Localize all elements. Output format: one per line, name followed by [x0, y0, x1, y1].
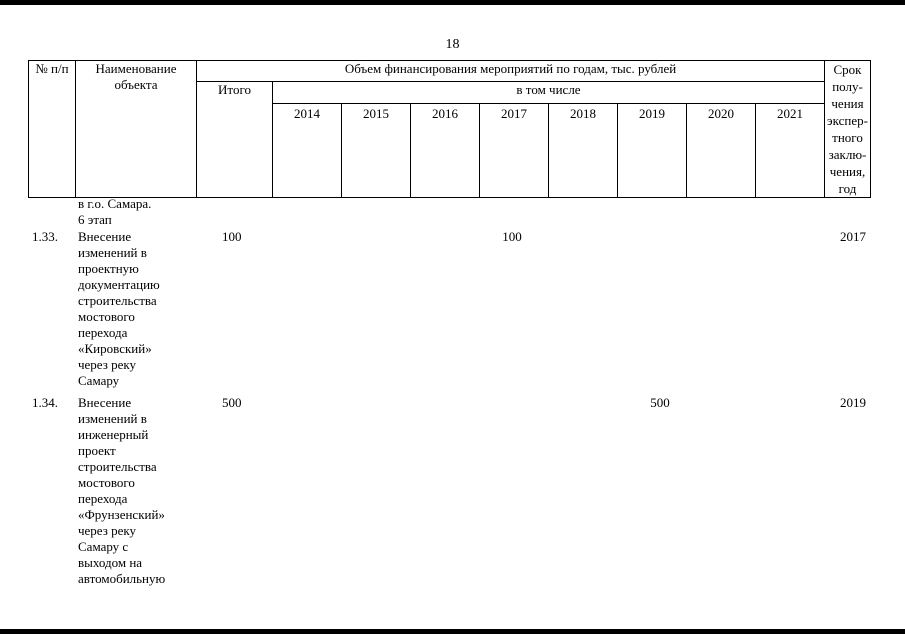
header-including: в том числе [273, 82, 825, 104]
name-line: строительства [78, 459, 157, 474]
name-line: через реку [78, 357, 137, 372]
row-deadline: 2017 [840, 229, 866, 244]
name-line: Внесение [78, 395, 132, 410]
row-year-value: 100 [502, 229, 522, 244]
header-year-2021: 2021 [756, 104, 825, 198]
name-line: Внесение [78, 229, 132, 244]
name-line: проект [78, 443, 116, 458]
name-line: Самару с [78, 539, 129, 554]
name-line: строительства [78, 293, 157, 308]
header-total: Итого [197, 82, 273, 198]
row-name [78, 395, 198, 587]
header-name: Наименование объекта [76, 61, 197, 198]
table-header [28, 60, 871, 198]
header-year-2016: 2016 [411, 104, 480, 198]
header-year-2015: 2015 [342, 104, 411, 198]
name-line: перехода [78, 325, 128, 340]
bottom-border-bar [0, 629, 905, 634]
name-line: мостового [78, 309, 135, 324]
header-deadline: Срок полу-чения экспер-тного заклю-чения, год [825, 61, 871, 198]
name-line: Самару [78, 373, 120, 388]
name-line: автомобильную [78, 571, 166, 586]
name-line: через реку [78, 523, 137, 538]
row-name [78, 229, 198, 389]
name-line: инженерный [78, 427, 149, 442]
name-line: изменений в [78, 245, 147, 260]
page-number: 18 [445, 37, 460, 52]
name-line: «Кировский» [78, 341, 152, 356]
name-line: выходом на [78, 555, 143, 570]
name-line: проектную [78, 261, 139, 276]
name-line: перехода [78, 491, 128, 506]
header-no: № п/п [29, 61, 76, 198]
name-line: в г.о. Самара. [78, 196, 152, 211]
continuation-name [78, 196, 198, 228]
row-total: 500 [222, 395, 242, 410]
row-year-value: 500 [650, 395, 670, 410]
row-total: 100 [222, 229, 242, 244]
header-year-2020: 2020 [687, 104, 756, 198]
row-deadline: 2019 [840, 395, 866, 410]
name-line: 6 этап [78, 212, 112, 227]
header-year-2019: 2019 [618, 104, 687, 198]
name-line: документацию [78, 277, 160, 292]
row-number: 1.33. [32, 229, 58, 244]
name-line: мостового [78, 475, 135, 490]
header-year-2018: 2018 [549, 104, 618, 198]
top-border-bar [0, 0, 905, 5]
name-line: изменений в [78, 411, 147, 426]
name-line: «Фрунзенский» [78, 507, 165, 522]
header-year-2017: 2017 [480, 104, 549, 198]
row-number: 1.34. [32, 395, 58, 410]
header-funding: Объем финансирования мероприятий по годам, тыс. рублей [197, 61, 825, 82]
header-year-2014: 2014 [273, 104, 342, 198]
